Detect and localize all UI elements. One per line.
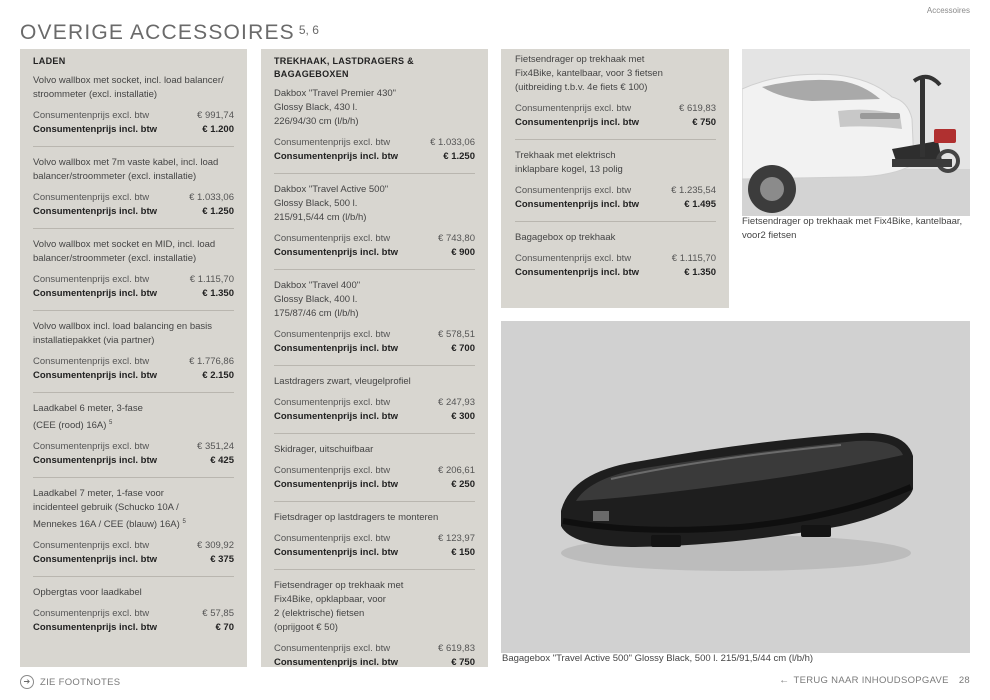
title-footnote-refs: 5, 6 [298, 23, 319, 37]
price-incl-vat-row [33, 621, 234, 635]
price-excl-vat-row [274, 136, 475, 150]
price-incl-vat-row [515, 198, 716, 212]
price-excl-vat-label: Consumentenprijs excl. btw [274, 137, 391, 148]
price-incl-vat-label: Consumentenprijs incl. btw [515, 267, 640, 278]
price-incl-vat-label: Consumentenprijs incl. btw [33, 124, 158, 135]
product-description-text: Fietsdrager op lastdragers te monteren [274, 512, 439, 523]
product-description [33, 74, 234, 102]
product-description-text: Laadkabel 6 meter, 3-fase (CEE (rood) 16A) [33, 403, 143, 432]
product-description-text: Fietsendrager op trekhaak met Fix4Bike, kantelbaar, voor 3 fietsen (uitbreiding t.b.v. 4e fiets € 100) [515, 54, 663, 93]
price-excl-vat-row [515, 184, 716, 198]
price-excl-vat-value: € 1.776,86 [189, 356, 234, 367]
product-description [274, 87, 475, 129]
footnotes-link-label: ZIE FOOTNOTES [40, 676, 121, 688]
towbar-price-list [515, 53, 716, 289]
charging-item [33, 74, 234, 147]
product-description [274, 279, 475, 321]
charging-item [33, 156, 234, 229]
product-description [515, 149, 716, 177]
charging-price-panel [20, 49, 247, 667]
towbar-item [515, 149, 716, 222]
product-description-text: Fietsendrager op trekhaak met Fix4Bike, opklapbaar, voor 2 (elektrische) fietsen (oprijgoot € 50) [274, 580, 404, 633]
towbar-item [515, 231, 716, 289]
carrier-item [274, 579, 475, 679]
price-excl-vat-row [274, 232, 475, 246]
page-title-text: OVERIGE ACCESSOIRES [20, 21, 295, 44]
price-excl-vat-label: Consumentenprijs excl. btw [33, 110, 150, 121]
car-bike-carrier-illustration [742, 49, 970, 216]
price-excl-vat-row [274, 328, 475, 342]
product-description-text: Opbergtas voor laadkabel [33, 587, 142, 599]
price-incl-vat-row [274, 342, 475, 356]
price-excl-vat-value: € 619,83 [679, 103, 716, 114]
price-excl-vat-row [33, 440, 234, 454]
price-incl-vat-row [274, 246, 475, 260]
product-description [33, 487, 234, 532]
carrier-item [274, 279, 475, 366]
price-excl-vat-label: Consumentenprijs excl. btw [33, 274, 150, 285]
charging-heading: LADEN [33, 56, 66, 66]
price-excl-vat-label: Consumentenprijs excl. btw [274, 329, 391, 340]
price-incl-vat-label: Consumentenprijs incl. btw [274, 151, 399, 162]
price-excl-vat-value: € 1.115,70 [671, 253, 716, 264]
carriers-price-list [274, 87, 475, 679]
price-incl-vat-label: Consumentenprijs incl. btw [274, 247, 399, 258]
price-incl-vat-value: € 1.350 [202, 288, 234, 299]
price-excl-vat-value: € 351,24 [197, 441, 234, 453]
price-excl-vat-row [515, 102, 716, 116]
price-incl-vat-label: Consumentenprijs incl. btw [33, 455, 158, 467]
product-description [274, 579, 475, 635]
price-excl-vat-label: Consumentenprijs excl. btw [33, 192, 150, 203]
product-description [33, 402, 234, 433]
product-description-text: Volvo wallbox incl. load balancing en basis installatiepakket (via partner) [33, 321, 213, 346]
price-incl-vat-value: € 425 [210, 455, 234, 467]
price-incl-vat-label: Consumentenprijs incl. btw [33, 370, 158, 381]
price-incl-vat-label: Consumentenprijs incl. btw [33, 622, 158, 634]
price-incl-vat-value: € 150 [451, 547, 475, 558]
charging-item [33, 320, 234, 393]
charging-item [33, 238, 234, 311]
price-incl-vat-row [33, 553, 234, 567]
carriers-heading: TREKHAAK, LASTDRAGERS & BAGAGEBOXEN [274, 56, 414, 79]
price-incl-vat-label: Consumentenprijs incl. btw [515, 117, 640, 128]
product-description [33, 586, 234, 600]
price-incl-vat-row [33, 123, 234, 137]
price-excl-vat-value: € 1.033,06 [430, 137, 475, 148]
car-bike-carrier-photo [742, 49, 970, 216]
price-excl-vat-value: € 991,74 [197, 110, 234, 121]
price-incl-vat-value: € 300 [451, 411, 475, 422]
price-excl-vat-row [274, 532, 475, 546]
page-number: 28 [958, 675, 970, 686]
price-excl-vat-label: Consumentenprijs excl. btw [515, 185, 632, 196]
arrow-right-circle-icon: ➔ [20, 675, 34, 689]
price-incl-vat-value: € 375 [210, 554, 234, 566]
price-excl-vat-row [274, 464, 475, 478]
price-incl-vat-row [515, 116, 716, 130]
price-excl-vat-value: € 1.115,70 [189, 274, 234, 285]
price-incl-vat-value: € 1.495 [684, 199, 716, 210]
price-excl-vat-row [274, 396, 475, 410]
price-excl-vat-row [33, 539, 234, 553]
price-excl-vat-row [33, 109, 234, 123]
section-label: Accessoires [926, 6, 970, 15]
footnote-ref: 5 [109, 420, 113, 426]
charging-item [33, 586, 234, 644]
price-incl-vat-row [274, 478, 475, 492]
price-incl-vat-value: € 750 [692, 117, 716, 128]
product-description-text: Dakbox "Travel 400" Glossy Black, 400 l. 175/87/46 cm (l/b/h) [274, 280, 361, 319]
product-description [33, 320, 234, 348]
product-description-text: Dakbox "Travel Active 500" Glossy Black, 500 l. 215/91,5/44 cm (l/b/h) [274, 184, 389, 223]
price-excl-vat-value: € 619,83 [438, 643, 475, 654]
product-description [515, 53, 716, 95]
product-description-text: Lastdragers zwart, vleugelprofiel [274, 376, 411, 387]
towbar-item [515, 53, 716, 140]
car-photo-caption: Fietsendrager op trekhaak met Fix4Bike, kantelbaar, voor2 fietsen [742, 216, 963, 241]
footnote-ref: 5 [182, 519, 186, 526]
carrier-item [274, 511, 475, 570]
price-incl-vat-label: Consumentenprijs incl. btw [515, 199, 640, 210]
price-excl-vat-value: € 743,80 [438, 233, 475, 244]
price-incl-vat-value: € 1.350 [684, 267, 716, 278]
product-description-text: Trekhaak met elektrisch inklapbare kogel, 13 polig [515, 150, 623, 175]
price-excl-vat-row [515, 252, 716, 266]
price-excl-vat-value: € 309,92 [197, 540, 234, 552]
price-excl-vat-value: € 123,97 [438, 533, 475, 544]
product-description [274, 183, 475, 225]
price-excl-vat-value: € 57,85 [202, 608, 234, 620]
price-incl-vat-label: Consumentenprijs incl. btw [274, 657, 399, 668]
charging-item [33, 402, 234, 478]
price-incl-vat-row [33, 205, 234, 219]
price-incl-vat-value: € 70 [215, 622, 234, 634]
price-incl-vat-label: Consumentenprijs incl. btw [274, 479, 399, 490]
back-to-contents-link[interactable] [779, 675, 949, 686]
price-incl-vat-label: Consumentenprijs incl. btw [33, 288, 158, 299]
price-incl-vat-label: Consumentenprijs incl. btw [33, 554, 158, 566]
arrow-left-icon: ← [779, 675, 790, 686]
price-incl-vat-value: € 700 [451, 343, 475, 354]
price-excl-vat-value: € 1.033,06 [189, 192, 234, 203]
price-excl-vat-row [33, 355, 234, 369]
product-description-text: Laadkabel 7 meter, 1-fase voor incidenteel gebruik (Schucko 10A / Mennekes 16A / CEE (blauw) 16A) [33, 488, 180, 531]
carrier-item [274, 443, 475, 502]
price-excl-vat-value: € 206,61 [438, 465, 475, 476]
product-description [274, 375, 475, 389]
price-excl-vat-value: € 247,93 [438, 397, 475, 408]
price-incl-vat-label: Consumentenprijs incl. btw [274, 547, 399, 558]
product-description [274, 443, 475, 457]
product-description [33, 156, 234, 184]
price-incl-vat-value: € 750 [451, 657, 475, 668]
price-excl-vat-label: Consumentenprijs excl. btw [33, 356, 150, 367]
price-excl-vat-label: Consumentenprijs excl. btw [33, 540, 150, 552]
price-incl-vat-label: Consumentenprijs incl. btw [33, 206, 158, 217]
product-description-text: Bagagebox op trekhaak [515, 232, 616, 243]
price-excl-vat-label: Consumentenprijs excl. btw [274, 465, 391, 476]
price-excl-vat-label: Consumentenprijs excl. btw [274, 397, 391, 408]
carrier-item [274, 87, 475, 174]
charging-price-list [33, 74, 234, 644]
price-incl-vat-label: Consumentenprijs incl. btw [274, 411, 399, 422]
price-excl-vat-row [33, 607, 234, 621]
price-incl-vat-value: € 1.250 [202, 206, 234, 217]
price-excl-vat-row [33, 191, 234, 205]
roof-box-photo [501, 321, 970, 653]
price-incl-vat-row [274, 150, 475, 164]
back-to-contents-label: TERUG NAAR INHOUDSOPGAVE [793, 675, 949, 686]
price-excl-vat-row [33, 273, 234, 287]
product-description-text: Dakbox "Travel Premier 430" Glossy Black, 430 l. 226/94/30 cm (l/b/h) [274, 88, 397, 127]
product-description-text: Volvo wallbox met socket, incl. load balancer/ stroommeter (excl. installatie) [33, 75, 224, 100]
price-incl-vat-value: € 900 [451, 247, 475, 258]
price-incl-vat-row [33, 287, 234, 301]
price-excl-vat-label: Consumentenprijs excl. btw [274, 533, 391, 544]
price-incl-vat-row [33, 454, 234, 468]
footnotes-link[interactable] [20, 675, 120, 689]
price-incl-vat-row [274, 410, 475, 424]
price-incl-vat-row [274, 656, 475, 670]
price-incl-vat-value: € 250 [451, 479, 475, 490]
roof-box-illustration [501, 321, 970, 653]
price-excl-vat-label: Consumentenprijs excl. btw [515, 103, 632, 114]
price-excl-vat-value: € 578,51 [438, 329, 475, 340]
price-excl-vat-value: € 1.235,54 [671, 185, 716, 196]
footer-navigation [779, 675, 970, 686]
page-title [20, 22, 319, 43]
price-excl-vat-row [274, 642, 475, 656]
price-incl-vat-row [274, 546, 475, 560]
product-description-text: Skidrager, uitschuifbaar [274, 444, 374, 455]
roof-box-caption: Bagagebox "Travel Active 500" Glossy Black, 500 l. 215/91,5/44 cm (l/b/h) [502, 653, 814, 664]
product-description [33, 238, 234, 266]
product-description-text: Volvo wallbox met socket en MID, incl. load balancer/stroommeter (excl. installatie) [33, 239, 216, 264]
product-description-text: Volvo wallbox met 7m vaste kabel, incl. load balancer/stroommeter (excl. installatie) [33, 157, 219, 182]
charging-item [33, 487, 234, 577]
price-incl-vat-value: € 1.250 [443, 151, 475, 162]
price-incl-vat-value: € 1.200 [202, 124, 234, 135]
price-incl-vat-label: Consumentenprijs incl. btw [274, 343, 399, 354]
carriers-price-panel [261, 49, 488, 667]
price-excl-vat-label: Consumentenprijs excl. btw [274, 643, 391, 654]
product-description [515, 231, 716, 245]
towbar-price-panel [501, 49, 729, 308]
price-incl-vat-row [33, 369, 234, 383]
price-incl-vat-row [515, 266, 716, 280]
carrier-item [274, 183, 475, 270]
carrier-item [274, 375, 475, 434]
price-excl-vat-label: Consumentenprijs excl. btw [33, 441, 150, 453]
product-description [274, 511, 475, 525]
price-excl-vat-label: Consumentenprijs excl. btw [515, 253, 632, 264]
price-excl-vat-label: Consumentenprijs excl. btw [274, 233, 391, 244]
price-incl-vat-value: € 2.150 [202, 370, 234, 381]
price-excl-vat-label: Consumentenprijs excl. btw [33, 608, 150, 620]
